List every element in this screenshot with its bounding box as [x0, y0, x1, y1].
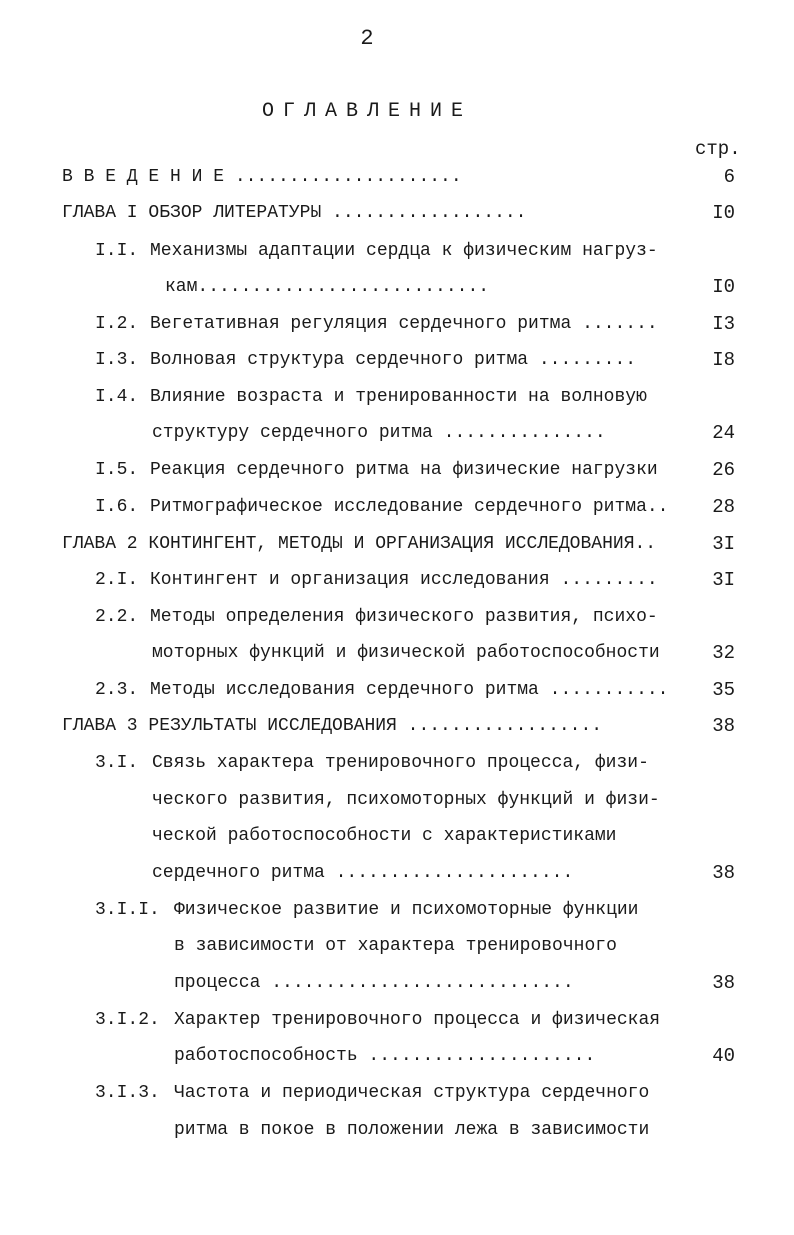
toc-entry-page: I0 — [712, 202, 735, 224]
toc-entry-page: 3I — [712, 533, 735, 555]
toc-entry-page: 24 — [712, 422, 735, 444]
toc-entry-number: I.5. — [95, 460, 139, 480]
toc-entry-title: ГЛАВА 3 РЕЗУЛЬТАТЫ ИССЛЕДОВАНИЯ .................. — [62, 716, 603, 736]
toc-entry-page: 35 — [712, 679, 735, 701]
toc-entry-title: Характер тренировочного процесса и физическая — [174, 1010, 661, 1030]
toc-entry-page: 3I — [712, 569, 735, 591]
toc-entry-title: моторных функций и физической работоспособности — [152, 643, 660, 663]
toc-entry-number: 3.I.I. — [95, 900, 160, 920]
page-number: 2 — [360, 26, 374, 51]
toc-entry-number: I.4. — [95, 387, 139, 407]
toc-entry-number: 3.I.3. — [95, 1083, 160, 1103]
toc-entry-page: 40 — [712, 1045, 735, 1067]
toc-entry-title: Контингент и организация исследования ......... — [150, 570, 658, 590]
toc-entry-title: Частота и периодическая структура сердечного — [174, 1083, 650, 1103]
toc-entry-page: 38 — [712, 715, 735, 737]
toc-entry-page: I0 — [712, 276, 735, 298]
toc-entry-title: кам........................... — [165, 277, 490, 297]
toc-entry-title: ритма в покое в положении лежа в зависимости — [174, 1120, 650, 1140]
toc-entry-number: 3.I.2. — [95, 1010, 160, 1030]
toc-entry-number: 3.I. — [95, 753, 139, 773]
toc-entry-title: Методы определения физического развития, психо- — [150, 607, 658, 627]
toc-entry-title: Вегетативная регуляция сердечного ритма ....... — [150, 314, 658, 334]
toc-entry-title: сердечного ритма ...................... — [152, 863, 574, 883]
toc-entry-page: 38 — [712, 862, 735, 884]
toc-entry-number: 2.I. — [95, 570, 139, 590]
toc-entry-title: ческого развития, психомоторных функций и физи- — [152, 790, 660, 810]
toc-entry-title: Ритмографическое исследование сердечного ритма.. — [150, 497, 669, 517]
toc-entry-title: Механизмы адаптации сердца к физическим нагруз- — [150, 241, 658, 261]
toc-entry-title: ГЛАВА 2 КОНТИНГЕНТ, МЕТОДЫ И ОРГАНИЗАЦИЯ ИССЛЕДОВАНИЯ.. — [62, 534, 657, 554]
toc-entry-page: 38 — [712, 972, 735, 994]
toc-entry-number: I.I. — [95, 241, 139, 261]
toc-entry-page: I8 — [712, 349, 735, 371]
toc-entry-page: 6 — [723, 166, 735, 188]
toc-entry-number: I.3. — [95, 350, 139, 370]
toc-entry-page: 26 — [712, 459, 735, 481]
toc-entry-title: Влияние возраста и тренированности на волновую — [150, 387, 647, 407]
toc-entry-page: 32 — [712, 642, 735, 664]
toc-entry-number: 2.2. — [95, 607, 139, 627]
page-column-label: стр. — [695, 138, 741, 160]
toc-entry-title: Методы исследования сердечного ритма ........... — [150, 680, 669, 700]
toc-entry-page: 28 — [712, 496, 735, 518]
toc-entry-title: работоспособность ..................... — [174, 1046, 596, 1066]
toc-entry-number: 2.3. — [95, 680, 139, 700]
toc-entry-title: ческой работоспособности с характеристиками — [152, 826, 617, 846]
toc-entry-title: Реакция сердечного ритма на физические нагрузки — [150, 460, 658, 480]
toc-entry-title: Волновая структура сердечного ритма ......... — [150, 350, 637, 370]
toc-entry-title: в зависимости от характера тренировочного — [174, 936, 617, 956]
toc-entry-title: Связь характера тренировочного процесса, физи- — [152, 753, 649, 773]
toc-entry-title: структуру сердечного ритма ............... — [152, 423, 606, 443]
toc-entry-title: ГЛАВА I ОБЗОР ЛИТЕРАТУРЫ .................. — [62, 203, 527, 223]
toc-title: ОГЛАВЛЕНИЕ — [261, 100, 473, 123]
toc-entry-number: I.6. — [95, 497, 139, 517]
toc-entry-title: В В Е Д Е Н И Е ..................... — [62, 167, 462, 187]
toc-entry-title: Физическое развитие и психомоторные функции — [174, 900, 639, 920]
toc-entry-number: I.2. — [95, 314, 139, 334]
toc-entry-title: процесса ............................ — [174, 973, 574, 993]
toc-entry-page: I3 — [712, 313, 735, 335]
